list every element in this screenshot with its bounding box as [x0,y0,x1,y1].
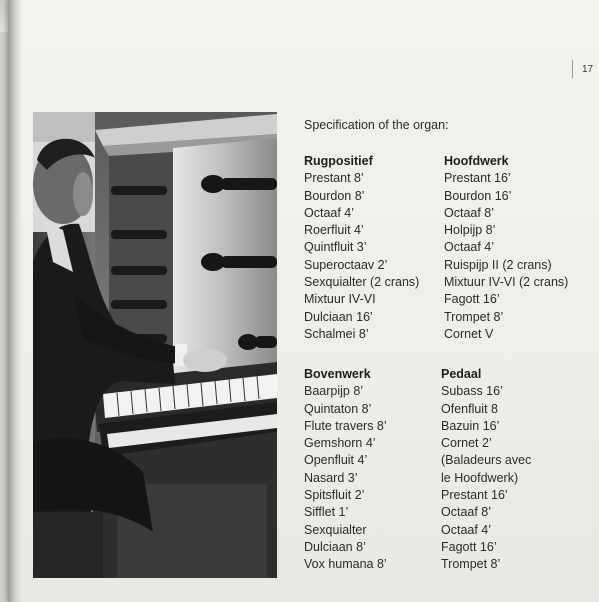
division-title: Pedaal [441,367,482,381]
page-number-rule [572,60,573,78]
stop-item: Mixtuur IV-VI (2 crans) [444,275,569,290]
division-rugpositief [304,153,419,343]
stop-item: Octaaf 8’ [441,505,492,520]
stop-item: Prestant 8’ [304,171,364,186]
stop-item: Prestant 16’ [444,171,511,186]
stop-list [444,170,568,343]
stop-item: (Baladeurs avec [441,453,532,468]
stop-item: Openfluit 4’ [304,453,368,468]
stop-item: Dulciaan 16’ [304,309,373,324]
stop-item: Baarpijp 8’ [304,384,364,399]
stop-item: Bazuin 16’ [441,418,500,433]
stop-item: Fagott 16’ [441,539,497,554]
page-spine-shadow [8,0,22,602]
stop-item: Bourdon 16’ [444,188,512,203]
stop-item: Mixtuur IV-VI [304,292,376,307]
stop-item: Holpijp 8’ [444,223,496,238]
division-hoofdwerk [444,153,568,343]
stop-item: Roerfluit 4’ [304,223,364,238]
stop-item: Sexquialter [304,522,367,537]
stop-item: Quintfluit 3’ [304,240,367,255]
stop-list [441,383,531,573]
stop-item: Gemshorn 4’ [304,436,376,451]
stop-item: Cornet V [444,326,494,341]
stop-item: Fagott 16’ [444,292,500,307]
stop-item: Bourdon 8’ [304,188,365,203]
stop-item: Sifflet 1’ [304,505,349,520]
specification-heading: Specification of the organ: [304,118,449,132]
organist-photo [33,112,277,578]
stop-item: Quintaton 8’ [304,401,372,416]
stop-item: Octaaf 4’ [304,205,355,220]
stop-list [304,170,419,343]
division-title: Hoofdwerk [444,154,509,168]
stop-item: Cornet 2’ [441,436,492,451]
division-bovenwerk [304,366,387,574]
stop-item: Spitsfluit 2’ [304,488,365,503]
stop-item: Prestant 16’ [441,488,508,503]
stop-item: Subass 16’ [441,384,503,399]
stop-item: Sexquialter (2 crans) [304,275,420,290]
stop-item: Nasard 3’ [304,470,358,485]
stop-item: Ruispijp II (2 crans) [444,257,552,272]
stop-item: Superoctaav 2’ [304,257,388,272]
stop-item: Octaaf 4’ [444,240,495,255]
stop-item: Flute travers 8’ [304,418,387,433]
stop-item: Dulciaan 8’ [304,539,366,554]
stop-item: Octaaf 8’ [444,205,495,220]
stop-item: Trompet 8’ [441,557,501,572]
stop-item: Schalmei 8’ [304,326,369,341]
stop-item: le Hoofdwerk) [441,470,519,485]
page-number: 17 [582,64,594,75]
division-pedaal [441,366,531,574]
division-title: Bovenwerk [304,367,371,381]
stop-item: Vox humana 8’ [304,557,387,572]
stop-list [304,383,387,573]
division-title: Rugpositief [304,154,373,168]
stop-item: Octaaf 4’ [441,522,492,537]
stop-item: Ofenfluit 8 [441,401,498,416]
stop-item: Trompet 8’ [444,309,504,324]
